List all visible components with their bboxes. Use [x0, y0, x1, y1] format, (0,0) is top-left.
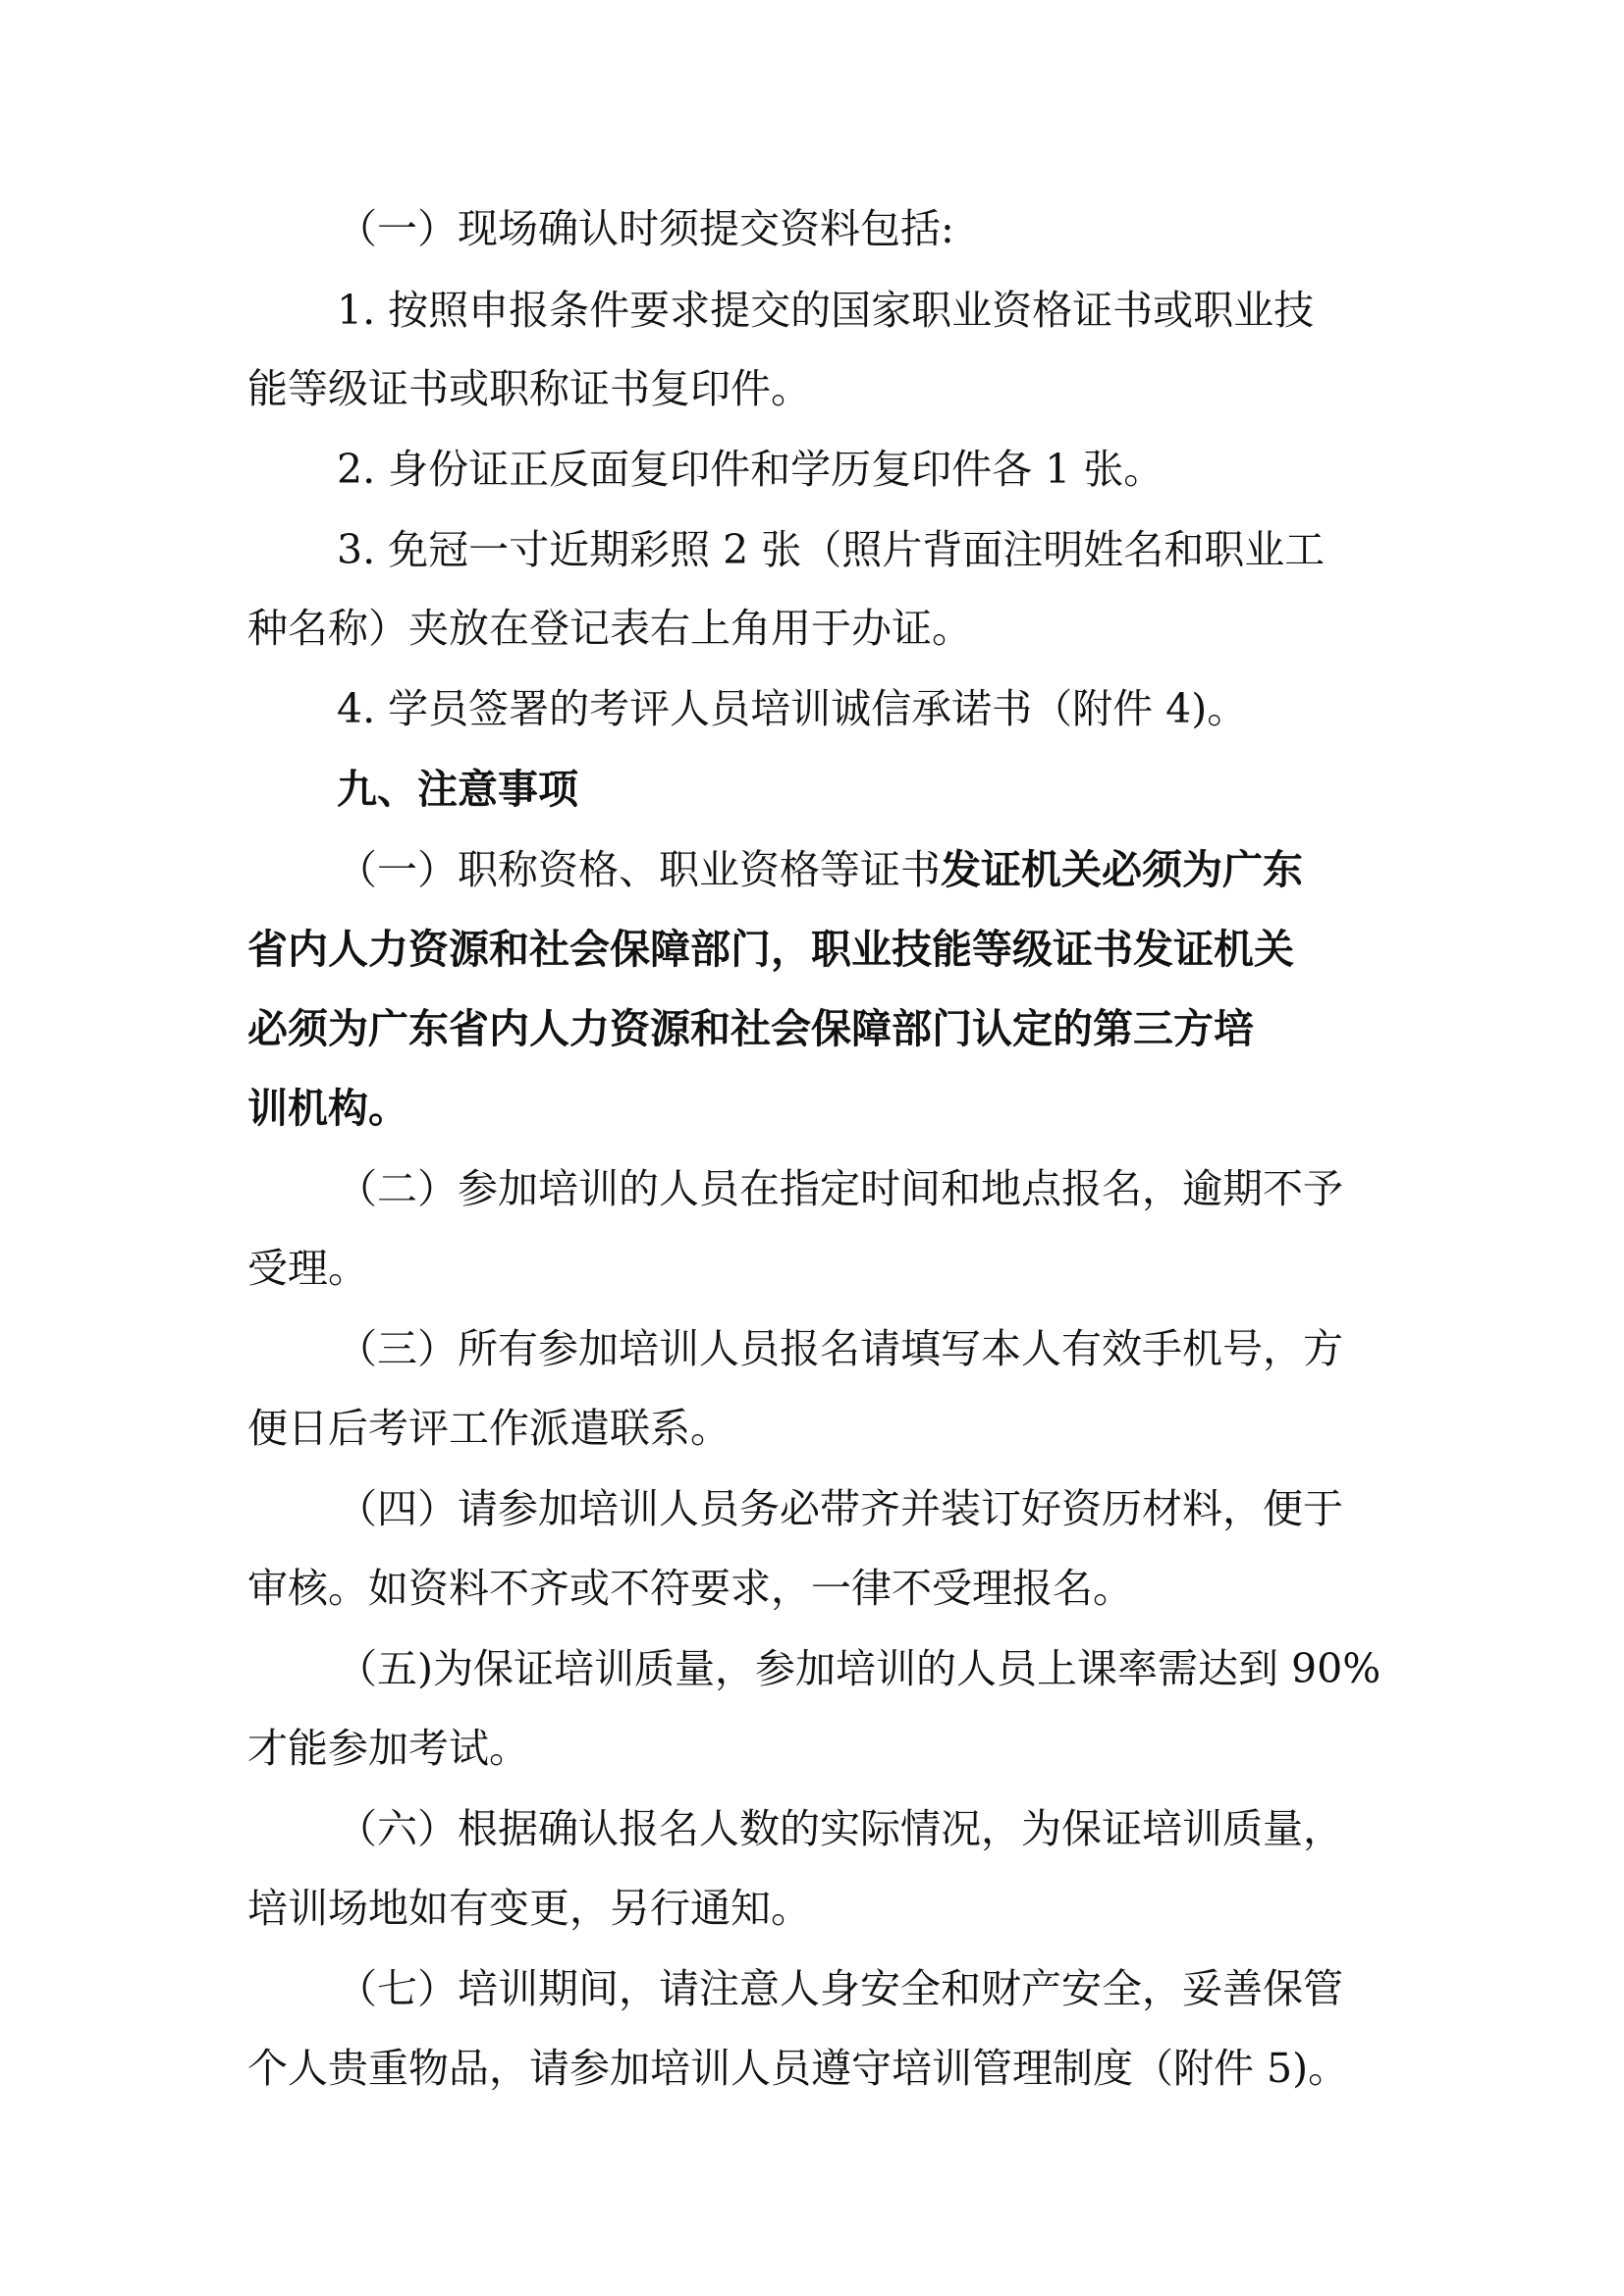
emphasized-line: 必须为广东省内人力资源和社会保障部门认定的第三方培: [247, 1005, 1254, 1052]
emphasized-line: 省内人力资源和社会保障部门，职业技能等级证书发证机关: [247, 926, 1294, 973]
paragraph-line: 2. 身份证正反面复印件和学历复印件各 1 张。: [337, 446, 1164, 493]
paragraph-line: （一）现场确认时须提交资料包括:: [337, 205, 954, 252]
paragraph-line: （二）参加培训的人员在指定时间和地点报名，逾期不予: [337, 1165, 1343, 1212]
paragraph-line: 便日后考评工作派遣联系。: [247, 1405, 731, 1452]
paragraph-line: （三）所有参加培训人员报名请填写本人有效手机号，方: [337, 1325, 1343, 1372]
paragraph-line: 4. 学员签署的考评人员培训诚信承诺书（附件 4)。: [337, 685, 1248, 732]
paragraph-line: 种名称）夹放在登记表右上角用于办证。: [247, 605, 972, 652]
paragraph-line: 受理。: [247, 1245, 368, 1292]
paragraph-text: （一）职称资格、职业资格等证书: [337, 846, 941, 893]
paragraph-line: [337, 846, 1386, 893]
paragraph-line: 能等级证书或职称证书复印件。: [247, 365, 811, 412]
paragraph-line: 审核。如资料不齐或不符要求，一律不受理报名。: [247, 1565, 1133, 1612]
paragraph-line: 1. 按照申报条件要求提交的国家职业资格证书或职业技: [337, 287, 1315, 334]
paragraph-line: 才能参加考试。: [247, 1725, 529, 1772]
paragraph-line: 3. 免冠一寸近期彩照 2 张（照片背面注明姓名和职业工: [337, 526, 1326, 573]
section-heading: 九、注意事项: [337, 766, 578, 813]
emphasized-text: 发证机关必须为广东: [941, 846, 1303, 893]
paragraph-line: 个人贵重物品，请参加培训人员遵守培训管理制度（附件 5)。: [247, 2045, 1349, 2092]
emphasized-line: 训机构。: [247, 1085, 408, 1132]
paragraph-line: 培训场地如有变更，另行通知。: [247, 1885, 811, 1932]
paragraph-line: （四）请参加培训人员务必带齐并装订好资历材料，便于: [337, 1485, 1343, 1532]
paragraph-line: （六）根据确认报名人数的实际情况，为保证培训质量，: [337, 1805, 1343, 1852]
paragraph-line: （七）培训期间，请注意人身安全和财产安全，妥善保管: [337, 1965, 1343, 2012]
paragraph-line: （五)为保证培训质量，参加培训的人员上课率需达到 90%: [337, 1645, 1381, 1692]
